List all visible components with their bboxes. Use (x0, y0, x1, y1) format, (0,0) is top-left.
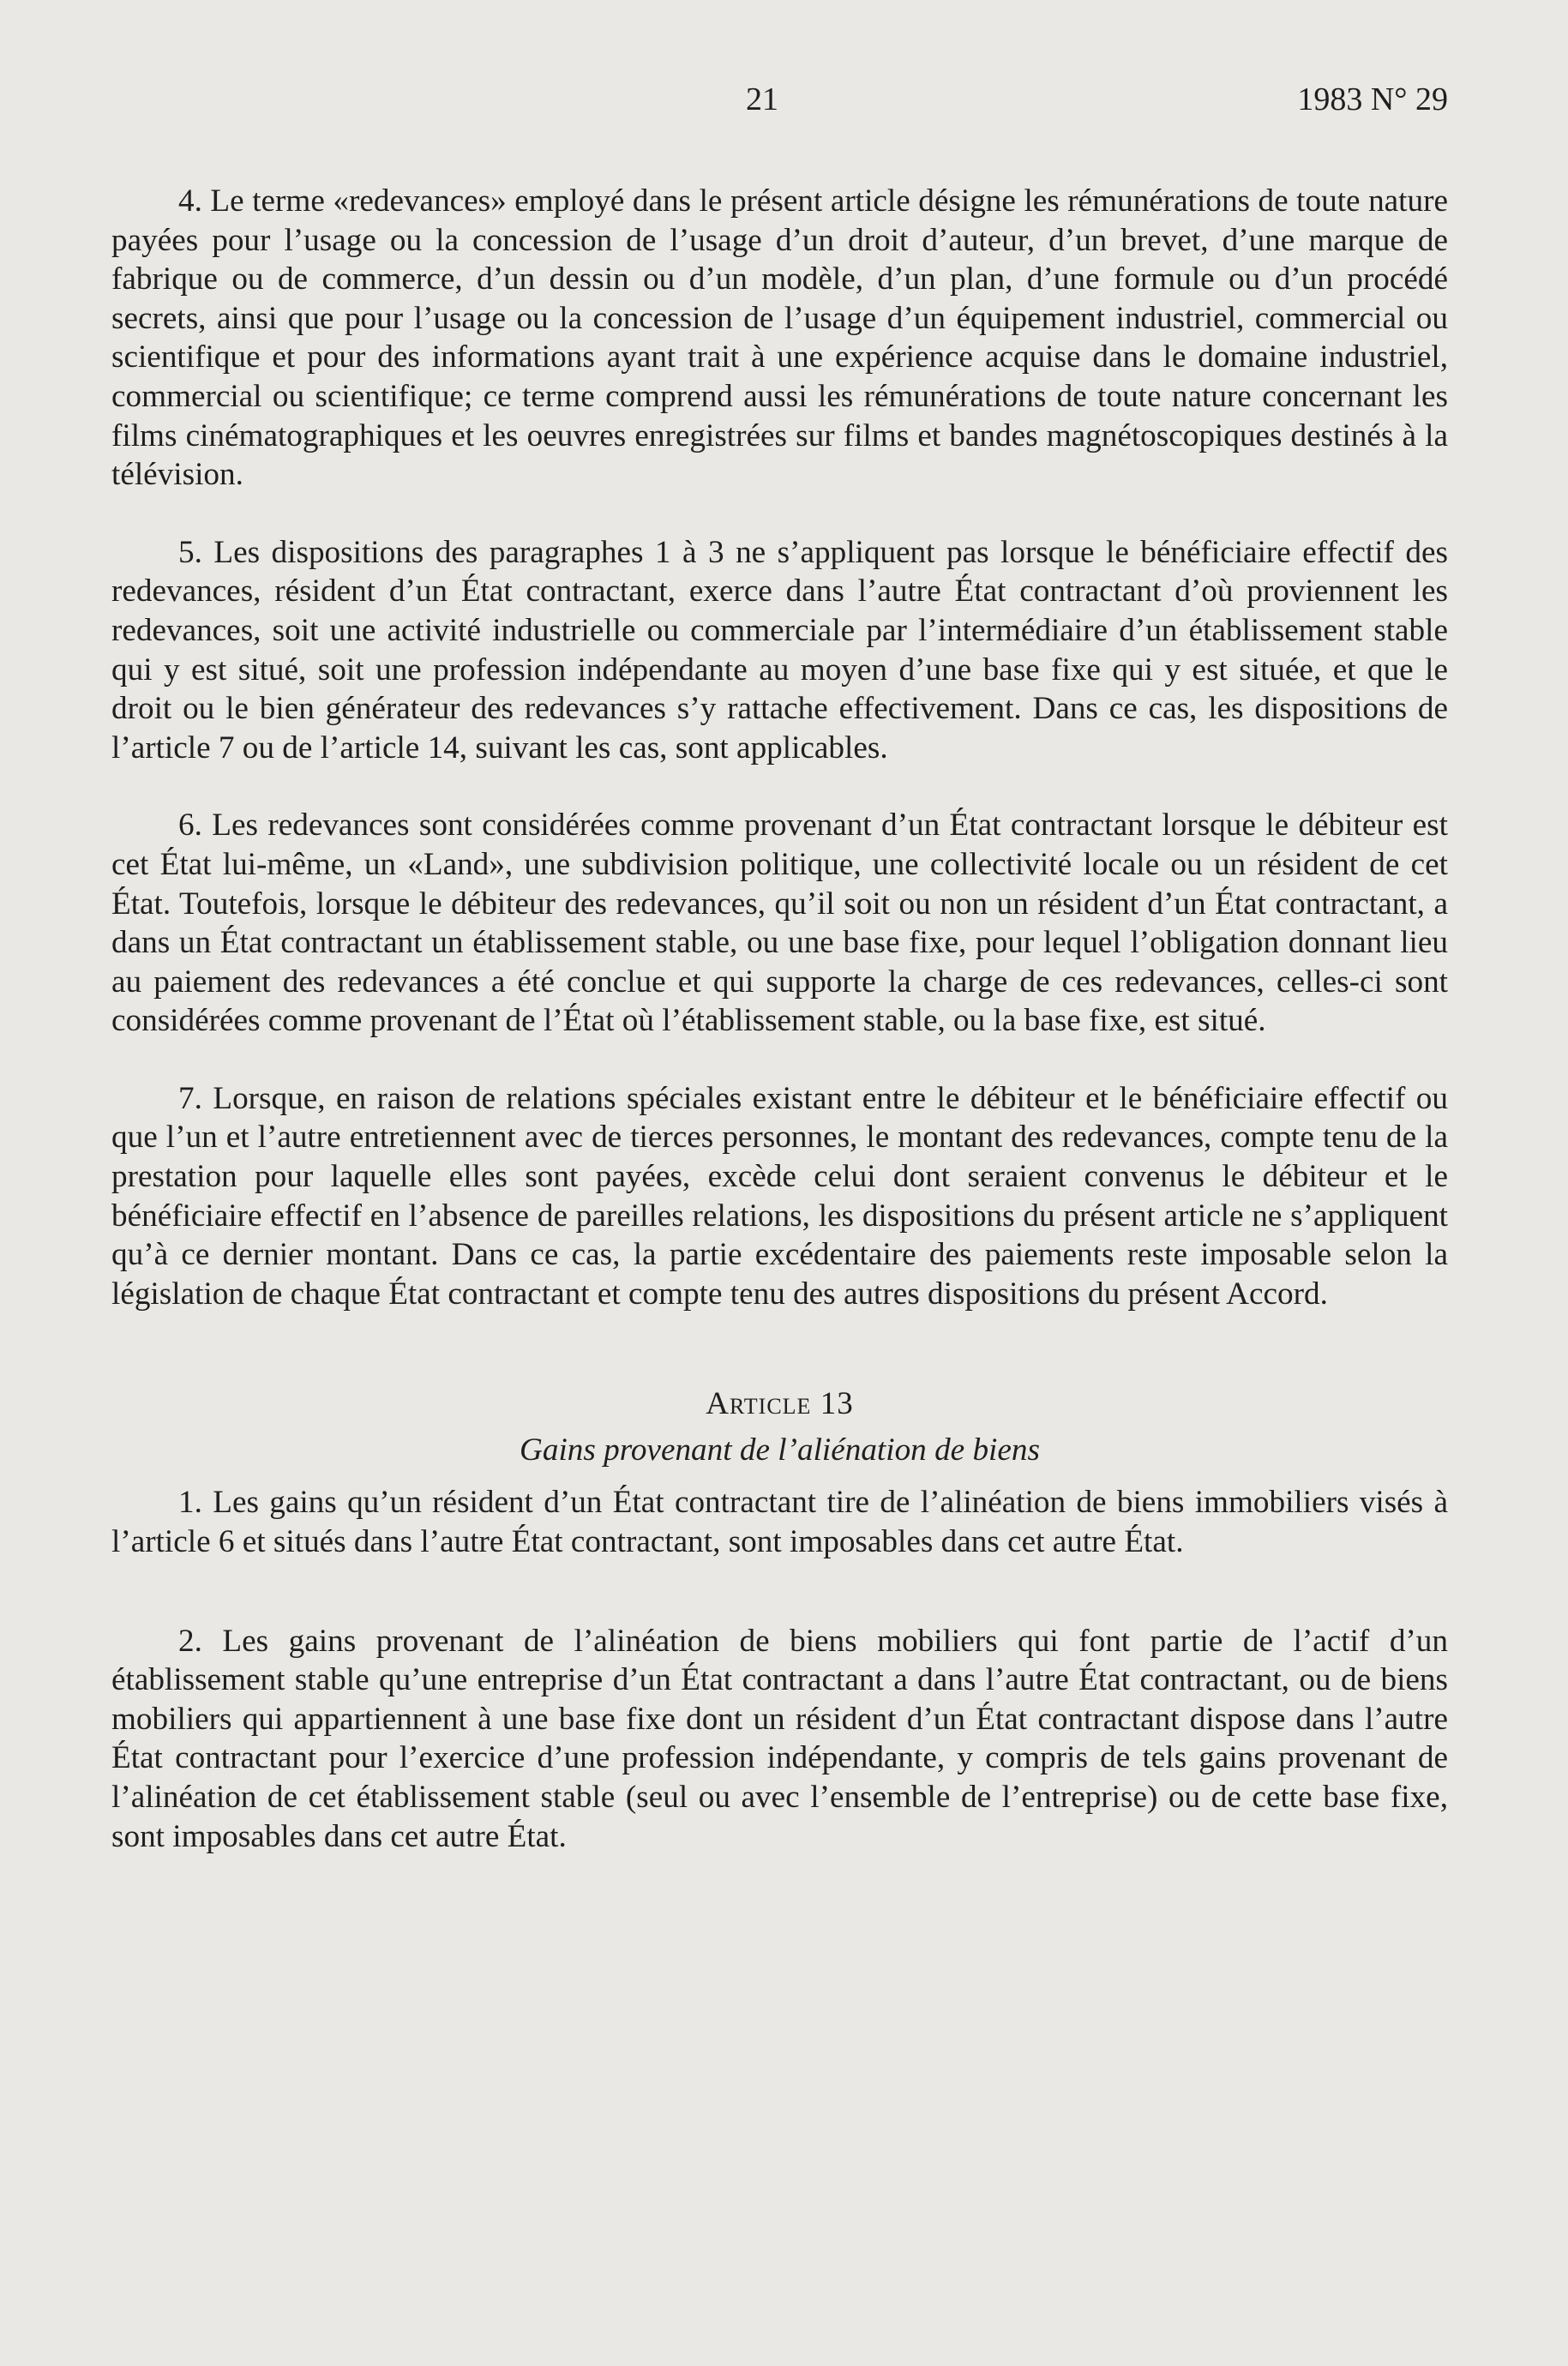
article-paragraph-2: 2. Les gains provenant de l’alinéation de biens mobiliers qui font partie de l’actif d’un établissement stable qu’une entreprise d’un État contractant a dans l’autre État contractant, ou de biens mobiliers qui appartiennent à une base fixe dont un résident d’un État contractant dispose dans l’autre État contractant pour l’exercice d’une profession indépendante, y compris de tels gains provenant de l’alinéation de cet établissement stable (seul ou avec l’ensemble de l’entreprise) ou de cette base fixe, sont imposables dans cet autre État. (111, 1623, 1448, 1854)
page-number: 21 (746, 81, 778, 117)
document-reference: 1983 N° 29 (1297, 81, 1448, 117)
page-header (111, 81, 1448, 123)
article-heading: Article 13 (706, 1386, 854, 1422)
paragraph-7: 7. Lorsque, en raison de relations spéciales existant entre le débiteur et le bénéficiaire effectif ou que l’un et l’autre entretiennent avec de tierces personnes, le montant des redevances, compte tenu de la prestation pour laquelle elles sont payées, excède celui dont seraient convenus le débiteur et le bénéficiaire effectif en l’absence de pareilles relations, les dispositions du présent article ne s’appliquent qu’à ce dernier montant. Dans ce cas, la partie excédentaire des paiements reste imposable selon la législation de chaque État contractant et compte tenu des autres dispositions du présent Accord. (111, 1080, 1448, 1312)
article-paragraph-1: 1. Les gains qu’un résident d’un État contractant tire de l’alinéation de biens immobiliers visés à l’article 6 et situés dans l’autre État contractant, sont imposables dans cet autre État. (111, 1485, 1448, 1560)
paragraph-4: 4. Le terme «redevances» employé dans le présent article désigne les rémunérations de toute nature payées pour l’usage ou la concession de l’usage d’un droit d’auteur, d’un brevet, d’une marque de fabrique ou de commerce, d’un dessin ou d’un modèle, d’un plan, d’une formule ou d’un procédé secrets, ainsi que pour l’usage ou la concession de l’usage d’un équipement industriel, commercial ou scientifique et pour des informations ayant trait à une expérience acquise dans le domaine industriel, commercial ou scientifique; ce terme comprend aussi les rémunérations de toute nature concernant les films cinématographiques et les oeuvres enregistrées sur films et bandes magnétoscopiques destinés à la télévision. (111, 183, 1448, 493)
page-content (111, 182, 1448, 1895)
paragraph-5: 5. Les dispositions des paragraphes 1 à 3 ne s’appliquent pas lorsque le bénéficiaire effectif des redevances, résident d’un État contractant, exerce dans l’autre État contractant d’où proviennent les redevances, soit une activité industrielle ou commerciale par l’intermédiaire d’un établissement stable qui y est situé, soit une profession indépendante au moyen d’une base fixe qui y est située, et que le droit ou le bien générateur des redevances s’y rattache effectivement. Dans ce cas, les dispositions de l’article 7 ou de l’article 14, suivant les cas, sont applicables. (111, 534, 1448, 766)
article-subheading: Gains provenant de l’aliénation de biens (520, 1432, 1040, 1468)
paragraph-6: 6. Les redevances sont considérées comme provenant d’un État contractant lorsque le débiteur est cet État lui-même, un «Land», une subdivision politique, une collectivité locale ou un résident de cet État. Toutefois, lorsque le débiteur des redevances, qu’il soit ou non un résident d’un État contractant, a dans un État contractant un établissement stable, ou une base fixe, pour lequel l’obligation donnant lieu au paiement des redevances a été conclue et qui supporte la charge de ces redevances, celles-ci sont considérées comme provenant de l’État où l’établissement stable, ou la base fixe, est situé. (111, 808, 1448, 1039)
